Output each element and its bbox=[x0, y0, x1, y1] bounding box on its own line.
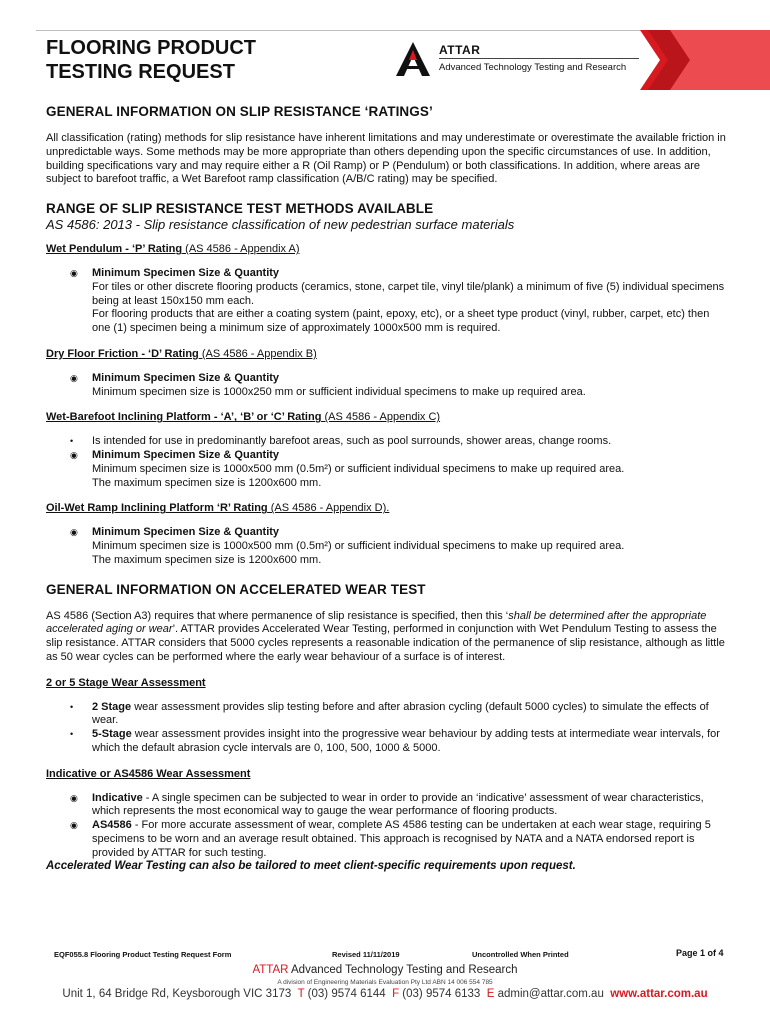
bullet-icon: ◉ bbox=[70, 820, 78, 831]
footer-address: Unit 1, 64 Bridge Rd, Keysborough VIC 3173 bbox=[62, 988, 292, 1000]
footer-brand-name: ATTAR bbox=[252, 964, 289, 976]
uncontrolled-note: Uncontrolled When Printed bbox=[472, 950, 569, 959]
item-line: For flooring products that are either a coating system (paint, epoxy, etc), or a sheet type product (vinyl, rubber, carpet, etc) then one (1) specimen being a minimum size of approximately 1000x500 mm is required. bbox=[92, 308, 710, 335]
list-item bbox=[46, 526, 726, 567]
method-title: Wet-Barefoot Inclining Platform - ‘A’, ‘B’ or ‘C’ Rating bbox=[46, 411, 322, 424]
method-appendix: (AS 4586 - Appendix B) bbox=[198, 347, 317, 360]
item-text: wear assessment provides slip testing before and after abrasion cycling (default 5000 cycles) to simulate the effects of wear. bbox=[92, 700, 709, 727]
page-header bbox=[0, 0, 770, 100]
document-body bbox=[46, 104, 726, 874]
method-item-list bbox=[46, 372, 726, 400]
item-line: For tiles or other discrete flooring products (ceramics, stone, carpet tile, vinyl tile/plank) a minimum of five (5) individual specimens being at least 150x150 mm each. bbox=[92, 280, 725, 307]
slip-ratings-heading: GENERAL INFORMATION ON SLIP RESISTANCE ‘RATINGS’ bbox=[46, 104, 433, 119]
item-text: - A single specimen can be subjected to wear in order to provide an ‘indicative’ assessment of wear characteristics, which represents the most economical way to gauge the wear performance of flooring products. bbox=[92, 791, 704, 818]
bullet-icon: ◉ bbox=[70, 267, 78, 278]
item-line: Minimum specimen size is 1000x500 mm (0.5m²) or sufficient individual specimens to make up required area. bbox=[92, 462, 625, 475]
accelerated-wear-paragraph bbox=[46, 610, 726, 665]
method-appendix: (AS 4586 - Appendix D). bbox=[267, 502, 390, 515]
indicative-assessment-heading: Indicative or AS4586 Wear Assessment bbox=[46, 767, 251, 780]
list-item bbox=[46, 267, 726, 336]
bullet-icon: ◉ bbox=[70, 527, 78, 538]
item-bold-label: AS4586 bbox=[92, 819, 132, 832]
footer-website-link[interactable]: www.attar.com.au bbox=[610, 988, 708, 1000]
slip-ratings-paragraph: All classification (rating) methods for slip resistance have inherent limitations and may underestimate or overestimate the available friction in unpredictable ways. Some methods may be more appropriate than others depending upon the specific circumstances of use. In addition, building specifications vary and may require either a R (Oil Ramp) or P (Pendulum) or both classifications. In addition, where areas are subject to barefoot traffic, a Wet Barefoot ramp classification (A/B/C rating) may be specified. bbox=[46, 132, 726, 186]
list-item bbox=[46, 435, 726, 449]
bullet-icon: ◉ bbox=[70, 792, 78, 803]
item-bold-label: 2 Stage bbox=[92, 700, 132, 713]
list-item bbox=[46, 819, 726, 860]
bullet-icon: • bbox=[70, 436, 74, 447]
indicative-item-list bbox=[46, 792, 726, 861]
test-methods-heading: RANGE OF SLIP RESISTANCE TEST METHODS AVAILABLE bbox=[46, 201, 434, 217]
method-item-list bbox=[46, 526, 726, 567]
stage-item-list bbox=[46, 701, 726, 756]
item-bold-label: 5-Stage bbox=[92, 728, 132, 741]
phone-label: T bbox=[297, 988, 305, 1000]
method-heading bbox=[46, 411, 726, 425]
red-chevron-icon bbox=[640, 30, 770, 90]
method-heading bbox=[46, 502, 726, 516]
item-text: - For more accurate assessment of wear, complete AS 4586 testing can be undertaken at each wear stage, requiring 5 specimens to be worn and an average result obtained. This approach is recognised by NATA and a NATA endorsed report is provided by ATTAR for such testing. bbox=[92, 819, 711, 859]
list-item bbox=[46, 449, 726, 490]
method-item-list bbox=[46, 435, 726, 490]
item-line: Minimum specimen size is 1000x250 mm or sufficient individual specimens to make up required area. bbox=[92, 385, 586, 398]
item-line: The maximum specimen size is 1200x600 mm. bbox=[92, 476, 322, 489]
stage-assessment-heading: 2 or 5 Stage Wear Assessment bbox=[46, 676, 206, 689]
bullet-icon: ◉ bbox=[70, 449, 78, 460]
method-title: Oil-Wet Ramp Inclining Platform ‘R’ Rating bbox=[46, 502, 268, 515]
standard-subtitle: AS 4586: 2013 - Slip resistance classification of new pedestrian surface materials bbox=[46, 217, 515, 233]
method-heading bbox=[46, 348, 726, 362]
item-bold-label: Minimum Specimen Size & Quantity bbox=[92, 266, 280, 279]
revision-date: Revised 11/11/2019 bbox=[332, 950, 400, 959]
footer-legal: A division of Engineering Materials Evaluation Pty Ltd ABN 14 006 554 785 bbox=[277, 979, 493, 986]
method-title: Dry Floor Friction - ‘D’ Rating bbox=[46, 347, 199, 360]
footer-brand-tagline: Advanced Technology Testing and Research bbox=[288, 964, 518, 976]
header-rule bbox=[36, 30, 696, 31]
method-appendix: (AS 4586 - Appendix C) bbox=[321, 411, 441, 424]
attar-logo-icon bbox=[394, 40, 432, 78]
item-line: Is intended for use in predominantly barefoot areas, such as pool surrounds, shower areas, change rooms. bbox=[92, 435, 612, 448]
closing-statement: Accelerated Wear Testing can also be tailored to meet client-specific requirements upon request. bbox=[46, 860, 576, 873]
item-bold-label: Minimum Specimen Size & Quantity bbox=[92, 526, 280, 539]
footer-contact bbox=[0, 988, 770, 1000]
fax-label: F bbox=[392, 988, 400, 1000]
footer-fax: (03) 9574 6133 bbox=[399, 988, 481, 1000]
page-footer bbox=[0, 946, 770, 1024]
form-code: EQF055.8 Flooring Product Testing Request Form bbox=[54, 950, 232, 959]
list-item bbox=[46, 372, 726, 400]
page-number: Page 1 of 4 bbox=[676, 948, 724, 958]
logo-tagline: Advanced Technology Testing and Research bbox=[439, 62, 627, 73]
page-title: FLOORING PRODUCT TESTING REQUEST bbox=[46, 37, 256, 83]
list-item bbox=[46, 792, 726, 820]
bullet-icon: • bbox=[70, 701, 74, 712]
para-text: ’. ATTAR provides Accelerated Wear Testing, performed in conjunction with Wet Pendulum Testing to assess the slip resistance. ATTAR considers that 5000 cycles represents a reasonable indication of the permanence of slip resistance, although as little as 50 wear cycles can be performed where the early wear behaviour of a surface is of interest. bbox=[46, 623, 725, 663]
bullet-icon: ◉ bbox=[70, 372, 78, 383]
item-bold-label: Minimum Specimen Size & Quantity bbox=[92, 371, 280, 384]
item-line: Minimum specimen size is 1000x500 mm (0.5m²) or sufficient individual specimens to make up required area. bbox=[92, 539, 625, 552]
para-quote: shall be determined after the appropriate accelerated aging or wear bbox=[46, 609, 707, 636]
para-text: AS 4586 (Section A3) requires that where permanence of slip resistance is specified, then this ‘ bbox=[46, 609, 509, 622]
attar-logo bbox=[394, 40, 639, 78]
email-label: E bbox=[486, 988, 495, 1000]
method-item-list bbox=[46, 267, 726, 336]
logo-name: ATTAR bbox=[439, 43, 481, 57]
footer-brand bbox=[0, 964, 770, 976]
list-item bbox=[46, 728, 726, 756]
bullet-icon: • bbox=[70, 729, 74, 740]
footer-phone: (03) 9574 6144 bbox=[304, 988, 386, 1000]
method-appendix: (AS 4586 - Appendix A) bbox=[182, 243, 300, 256]
item-bold-label: Minimum Specimen Size & Quantity bbox=[92, 448, 280, 461]
logo-divider bbox=[439, 58, 639, 59]
list-item bbox=[46, 701, 726, 729]
method-heading bbox=[46, 243, 726, 257]
method-title: Wet Pendulum - ‘P’ Rating bbox=[46, 243, 183, 256]
item-bold-label: Indicative bbox=[92, 791, 143, 804]
accelerated-wear-heading: GENERAL INFORMATION ON ACCELERATED WEAR TEST bbox=[46, 581, 426, 597]
item-text: wear assessment provides insight into the progressive wear behaviour by adding tests at intermediate wear intervals, for which the default abrasion cycle intervals are 0, 100, 500, 1000 & 5000. bbox=[92, 728, 720, 754]
footer-email[interactable]: admin@attar.com.au bbox=[494, 988, 604, 1000]
item-line: The maximum specimen size is 1200x600 mm. bbox=[92, 553, 322, 566]
